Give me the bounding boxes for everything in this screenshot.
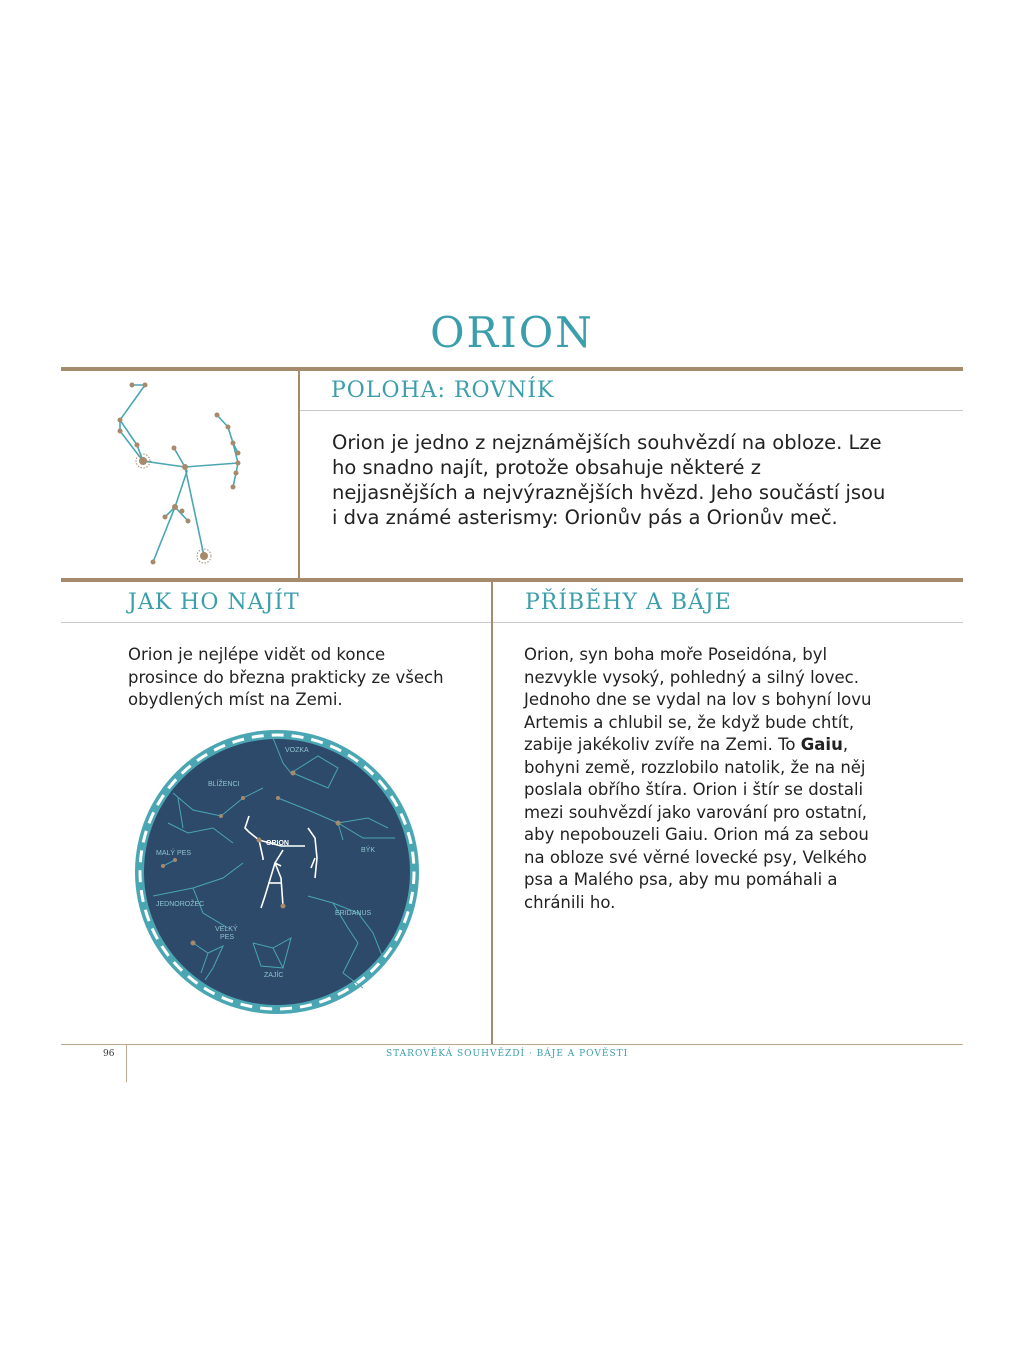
map-label-eridanus: ERIDANUS [335, 910, 372, 917]
map-label-velky: VELKÝ [215, 926, 238, 933]
map-label-byk: BÝK [361, 847, 376, 854]
map-label-maly-pes: MALÝ PES [156, 850, 192, 857]
top-rule [61, 367, 963, 371]
myth-underline [493, 622, 963, 623]
find-underline [61, 622, 491, 623]
myth-text-part1: Orion, syn boha moře Poseidóna, byl nezvykle vysoký, pohledný a silný lovec. Jednoho dne se vydal na lov s bohyní lovu Artemis a chlubil se, že když bude chtít, zabije jakékoliv zvíře na Zemi. To [524, 645, 872, 754]
myth-paragraph [524, 644, 884, 914]
myth-text-part2: , bohyni země, rozzlobilo natolik, že na něj poslala obřího štíra. Orion i štír se dostali mezi souhvězdí jako varování pro ostatní, aby nepobouzeli Gaiu. Orion má za sebou na obloze své věrné lovecké psy, Velkého psa a Malého psa, aby mu pomáhali a chránili ho. [524, 735, 869, 912]
myth-heading: PŘÍBĚHY A BÁJE [525, 590, 732, 615]
star-map [133, 728, 421, 1016]
page-number: 96 [103, 1049, 115, 1059]
find-paragraph: Orion je nejlépe vidět od konce prosince do března prakticky ze všech obydlených míst na Zemi. [128, 645, 444, 709]
location-heading: POLOHA: ROVNÍK [331, 378, 555, 403]
map-label-zajic: ZAJÍC [264, 972, 284, 979]
page-title: ORION [430, 308, 594, 357]
find-heading: JAK HO NAJÍT [128, 590, 300, 615]
footer-rule [61, 1044, 963, 1045]
map-label-pes: PES [220, 934, 235, 941]
map-label-blizenci: BLÍŽENCI [208, 781, 240, 788]
orion-constellation-diagram [100, 375, 260, 575]
footer-divider [126, 1044, 127, 1082]
location-underline [300, 410, 963, 411]
running-title: STAROVĚKÁ SOUHVĚZDÍ · BÁJE A POVĚSTI [386, 1049, 629, 1059]
middle-rule [61, 578, 963, 582]
top-section-divider [298, 371, 300, 579]
map-label-jednorozec: JEDNOROŽEC [156, 901, 205, 908]
myth-bold-gaiu: Gaiu [800, 735, 843, 754]
bottom-section-divider [491, 582, 493, 1044]
intro-paragraph: Orion je jedno z nejznámějších souhvězdí na obloze. Lze ho snadno najít, protože obsahuje některé z nejjasnějších a nejvýraznějších hvězd. Jeho součástí jsou i dva známé asterismy: Orionův pás a Orionův meč. [332, 431, 886, 529]
map-label-orion: ORION [266, 840, 289, 847]
map-label-vozka: VOZKA [285, 747, 309, 754]
